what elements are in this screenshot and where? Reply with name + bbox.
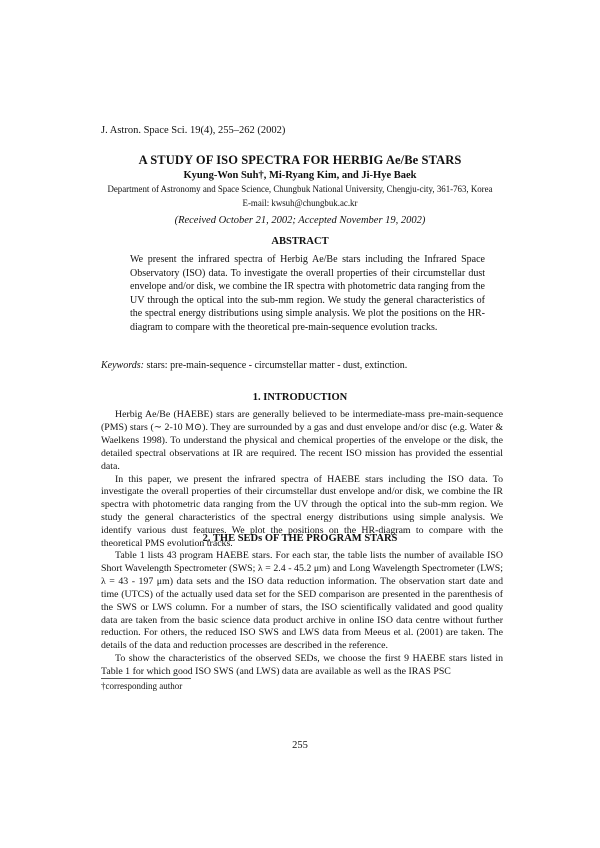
page-number: 255 [292, 740, 308, 751]
paragraph: To show the characteristics of the observed SEDs, we choose the first 9 HAEBE stars listed in Table 1 for which good ISO SWS (and LWS) data are available as well as the IRAS PSC [101, 653, 503, 678]
keywords-text: stars: pre-main-sequence - circumstellar matter - dust, extinction. [146, 360, 408, 371]
author-list: Kyung-Won Suh†, Mi-Ryang Kim, and Ji-Hye Baek [183, 170, 417, 181]
affiliation: Department of Astronomy and Space Science, Chungbuk National University, Chengju-city, 361-763, Korea [107, 184, 493, 194]
section-introduction-body [101, 409, 503, 551]
keywords [101, 360, 501, 371]
footnote-divider [101, 678, 191, 679]
journal-reference: J. Astron. Space Sci. 19(4), 255–262 (2002) [101, 125, 286, 136]
section-heading-introduction: 1. INTRODUCTION [252, 392, 348, 403]
footnote: †corresponding author [101, 681, 183, 691]
title-block [0, 153, 600, 226]
abstract-heading: ABSTRACT [271, 236, 329, 247]
paragraph: In this paper, we present the infrared spectra of HAEBE stars including the ISO data. To investigate the overall properties of their circumstellar dust envelope and/or disk, we combine the IR spectra with photometric data ranging from the UV through the optical into the sub-mm region. We study the general characteristics of the spectral energy distributions using simple analysis. We identify various dust features. We plot the positions on the HR-diagram to compare with the theoretical PMS evolution tracks. [101, 473, 503, 550]
contact-email: E-mail: kwsuh@chungbuk.ac.kr [242, 198, 358, 208]
paragraph: Table 1 lists 43 program HAEBE stars. For each star, the table lists the number of available ISO Short Wavelength Spectrometer (SWS; λ = 2.4 - 45.2 μm) and Long Wavelength Spectrometer (LWS; λ = 43 - 197 μm) data sets and the ISO data reduction information. The observation start date and time (UTCS) of the actually used data set for the SED comparison are presented in the parenthesis of the SWS or LWS column. For a number of stars, the ISO scientifically validated and good quality data are taken from the basic science data product archive in online ISO data centre without further reduction. For others, the reduced ISO SWS and LWS data from Meeus et al. (2001) are taken. The details of the data and reduction processes are described in the reference. [101, 550, 503, 652]
paragraph: Herbig Ae/Be (HAEBE) stars are generally believed to be intermediate-mass pre-main-sequence (PMS) stars (∼ 2-10 M⊙). They are surrounded by a gas and dust envelope and/or disc (e.g. Water & Waelkens 1998). To understand the physical and chemical properties of the envelope or the disk, the detailed spectral observations at IR are required. The recent ISO mission has provided the essential data. [101, 409, 503, 472]
paper-title: A STUDY OF ISO SPECTRA FOR HERBIG Ae/Be STARS [138, 153, 462, 167]
section-heading-seds: 2. THE SEDs OF THE PROGRAM STARS [202, 533, 398, 544]
abstract-text: We present the infrared spectra of Herbig Ae/Be stars including the Infrared Space Observatory (ISO) data. To investigate the overall properties of their circumstellar dust envelope and/or disk, we combine the IR spectra with photometric data ranging from the UV through the optical into the sub-mm region. We study the general characteristics of the spectral energy distributions using simple analysis. We plot the positions on the HR-diagram to compare with the theoretical pre-main-sequence evolution tracks. [130, 254, 485, 333]
received-dates: (Received October 21, 2002; Accepted November 19, 2002) [174, 215, 426, 226]
keywords-label: Keywords: [101, 360, 144, 371]
section-seds-body [101, 550, 503, 679]
